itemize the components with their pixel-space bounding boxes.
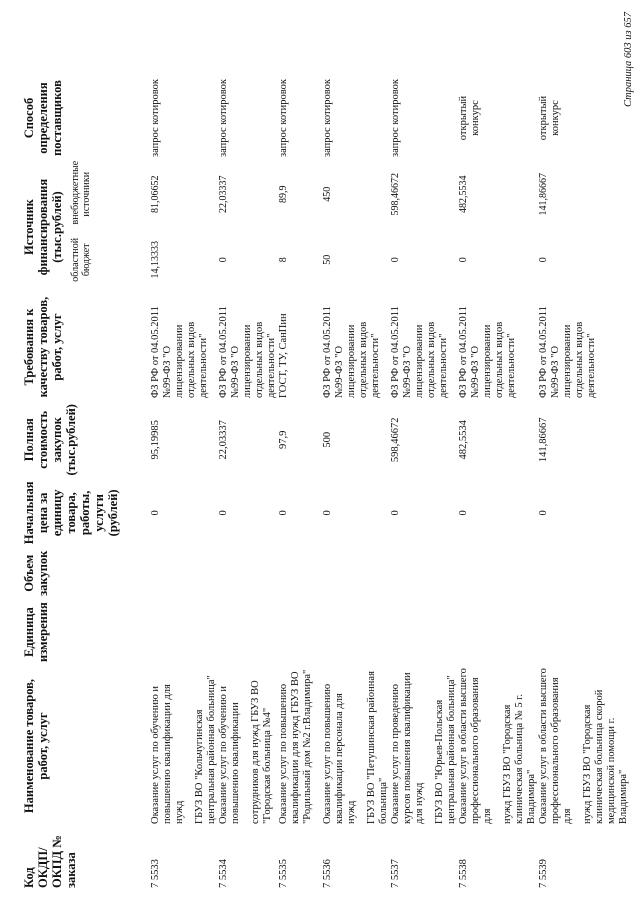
- page-number: Страница 603 из 657: [623, 12, 634, 108]
- row-name-line2: ГБУЗ ВО "Юрьев-Польская центральная районная больница": [434, 675, 457, 824]
- row-requirements: ФЗ РФ от 04.05.2011 №99-ФЗ "О лицензировании отдельных видов деятельности": [322, 306, 381, 399]
- row-funding-regional: 0: [538, 257, 549, 263]
- table-row: [218, 75, 278, 891]
- row-name-gap: [494, 668, 502, 824]
- row-funding-regional: 0: [458, 257, 469, 263]
- table-row: [278, 75, 322, 891]
- row-funding-regional: 0: [390, 257, 401, 263]
- row-name-line1: Оказание услуг по повышению квалификации персонала для нужд: [322, 683, 357, 824]
- row-volume: [322, 547, 390, 599]
- row-funding: [278, 161, 322, 293]
- table-row: [458, 75, 538, 891]
- row-funding-regional: 8: [278, 257, 289, 263]
- row-name: [150, 665, 218, 827]
- row-funding-regional: 0: [218, 257, 229, 263]
- row-name-line1: Оказание услуг по проведению курсов повышения квалификации для нужд: [390, 672, 425, 824]
- row-name-line1: Оказание услуг в области высшего профессионального образования для: [538, 668, 573, 824]
- procurement-table: [22, 75, 630, 891]
- row-total: 97,9: [278, 430, 289, 449]
- row-method: запрос котировок: [390, 79, 401, 158]
- row-volume: [278, 547, 322, 599]
- row-funding-values: [278, 164, 289, 290]
- row-method: запрос котировок: [278, 79, 289, 158]
- row-price: 0: [322, 510, 333, 516]
- row-name-line2: ГБУЗ ВО "Кольчугинская центральная районная больница": [194, 675, 217, 824]
- row-name-line2: нужд ГБУЗ ВО "Городская клиническая больница скорой медицинской помощи г. Владимира": [582, 689, 629, 824]
- header-requirements: Требования к качеству товаров, работ, услуг: [22, 296, 64, 398]
- header-funding: [22, 161, 150, 293]
- row-name-gap: [574, 668, 582, 824]
- row-funding-offbudget: 22,03337: [218, 175, 229, 214]
- row-name: [218, 665, 278, 827]
- row-name-gap: [426, 668, 434, 824]
- header-method: Способ определения поставщиков: [22, 80, 64, 156]
- row-name-line2: нужд ГБУЗ ВО "Городская клиническая больница № 5 г. Владимира": [502, 693, 537, 824]
- row-funding-regional: 14,13333: [150, 241, 161, 279]
- row-requirements: ГОСТ, ТУ, СанПин: [278, 313, 289, 399]
- row-requirements: ФЗ РФ от 04.05.2011 №99-ФЗ "О лицензировании отдельных видов деятельности": [538, 306, 597, 399]
- row-price: 0: [150, 510, 161, 516]
- row-funding-values: [322, 164, 333, 290]
- table-row: [322, 75, 390, 891]
- table-row: [150, 75, 218, 891]
- row-method: запрос котировок: [322, 79, 333, 158]
- row-price: 0: [538, 510, 549, 516]
- row-name: [458, 665, 538, 827]
- row-method: запрос котировок: [150, 79, 161, 158]
- row-name-line1: Оказание услуг по обучению и повышению квалификации для нужд: [150, 684, 185, 824]
- table-row: [390, 75, 458, 891]
- row-funding: [150, 161, 218, 293]
- header-code: Код ОКДП/ ОКПД № заказа: [22, 835, 78, 888]
- header-name: Наименование товаров, работ, услуг: [22, 678, 50, 814]
- row-volume: [150, 547, 218, 599]
- row-total: 22,03337: [218, 420, 229, 460]
- header-unit: Единица измерения: [22, 602, 50, 662]
- row-funding-offbudget: 81,06652: [150, 175, 161, 214]
- row-funding-offbudget: 482,5534: [458, 175, 469, 214]
- row-total: 500: [322, 431, 333, 448]
- row-requirements: ФЗ РФ от 04.05.2011 №99-ФЗ "О лицензировании отдельных видов деятельности": [390, 306, 449, 399]
- row-total: 482,5534: [458, 420, 469, 460]
- row-code: 7 5534: [218, 859, 229, 888]
- row-unit: [390, 599, 458, 665]
- row-price: 0: [218, 510, 229, 516]
- row-funding: [218, 161, 278, 293]
- header-funding-regional: областной бюджет: [70, 237, 92, 282]
- row-name-line1: Оказание услуг по обучению и повышению квалификации: [218, 685, 241, 824]
- row-funding-values: [150, 164, 161, 290]
- row-volume: [538, 547, 630, 599]
- row-code: 7 5533: [150, 859, 161, 888]
- row-code: 7 5539: [538, 859, 549, 888]
- row-funding-values: [218, 164, 229, 290]
- row-funding-offbudget: 598,46672: [390, 173, 401, 216]
- row-funding-values: [390, 164, 401, 290]
- header-price: Начальная цена за единицу товара, работы, услуги (рублей): [22, 481, 120, 545]
- row-code: 7 5538: [458, 859, 469, 888]
- row-name: [278, 665, 322, 827]
- header-volume: Объем закупок: [22, 550, 50, 596]
- row-total: 141,86667: [538, 417, 549, 463]
- header-total: Полная стоимость закупок (тыс.рублей): [22, 404, 78, 476]
- row-method: открытый конкурс: [538, 95, 561, 141]
- header-funding-sub: [70, 160, 92, 290]
- row-unit: [278, 599, 322, 665]
- row-funding-regional: 50: [322, 254, 333, 265]
- row-unit: [458, 599, 538, 665]
- row-total: 95,19985: [150, 420, 161, 460]
- row-name: [538, 665, 630, 827]
- header-funding-offbudget: внебюджетные источники: [70, 160, 92, 225]
- table-body: [150, 75, 630, 891]
- row-funding-values: [458, 164, 469, 290]
- table-row: [538, 75, 630, 891]
- header-funding-title: Источник финансирования (тыс.рублей): [22, 178, 64, 276]
- row-funding-offbudget: 450: [322, 186, 333, 202]
- row-name: [322, 665, 390, 827]
- row-price: 0: [390, 510, 401, 516]
- row-name-line2: сотрудников для нужд ГБУЗ ВО "Городская больница №4": [250, 680, 273, 824]
- row-volume: [390, 547, 458, 599]
- row-volume: [218, 547, 278, 599]
- row-funding: [322, 161, 390, 293]
- row-name-gap: [242, 668, 250, 824]
- row-method: открытый конкурс: [458, 95, 481, 141]
- row-requirements: ФЗ РФ от 04.05.2011 №99-ФЗ "О лицензировании отдельных видов деятельности": [218, 306, 277, 399]
- row-name-line2: ГБУЗ ВО "Петушинская районная больница": [366, 671, 389, 824]
- row-name-gap: [358, 668, 366, 824]
- row-funding-offbudget: 141,86667: [538, 173, 549, 216]
- header-row: [22, 75, 150, 891]
- row-requirements: ФЗ РФ от 04.05.2011 №99-ФЗ "О лицензировании отдельных видов деятельности": [458, 306, 517, 399]
- row-funding-values: [538, 164, 549, 290]
- row-price: 0: [278, 510, 289, 516]
- row-unit: [322, 599, 390, 665]
- row-name-line1: Оказание услуг по повышению квалификации для нужд ГБУЗ ВО "Родильный дом №2 г.Владимира": [278, 669, 313, 824]
- row-unit: [218, 599, 278, 665]
- row-funding: [538, 161, 630, 293]
- row-unit: [150, 599, 218, 665]
- row-code: 7 5535: [278, 859, 289, 888]
- row-volume: [458, 547, 538, 599]
- row-code: 7 5537: [390, 859, 401, 888]
- row-price: 0: [458, 510, 469, 516]
- row-funding-offbudget: 89,9: [278, 185, 289, 204]
- row-requirements: ФЗ РФ от 04.05.2011 №99-ФЗ "О лицензировании отдельных видов деятельности": [150, 306, 209, 399]
- row-funding: [458, 161, 538, 293]
- row-name: [390, 665, 458, 827]
- row-name-gap: [186, 668, 194, 824]
- row-method: запрос котировок: [218, 79, 229, 158]
- row-name-line1: Оказание услуг в области высшего профессионального образования для: [458, 668, 493, 824]
- row-total: 598,46672: [390, 417, 401, 463]
- row-unit: [538, 599, 630, 665]
- row-code: 7 5536: [322, 859, 333, 888]
- row-funding: [390, 161, 458, 293]
